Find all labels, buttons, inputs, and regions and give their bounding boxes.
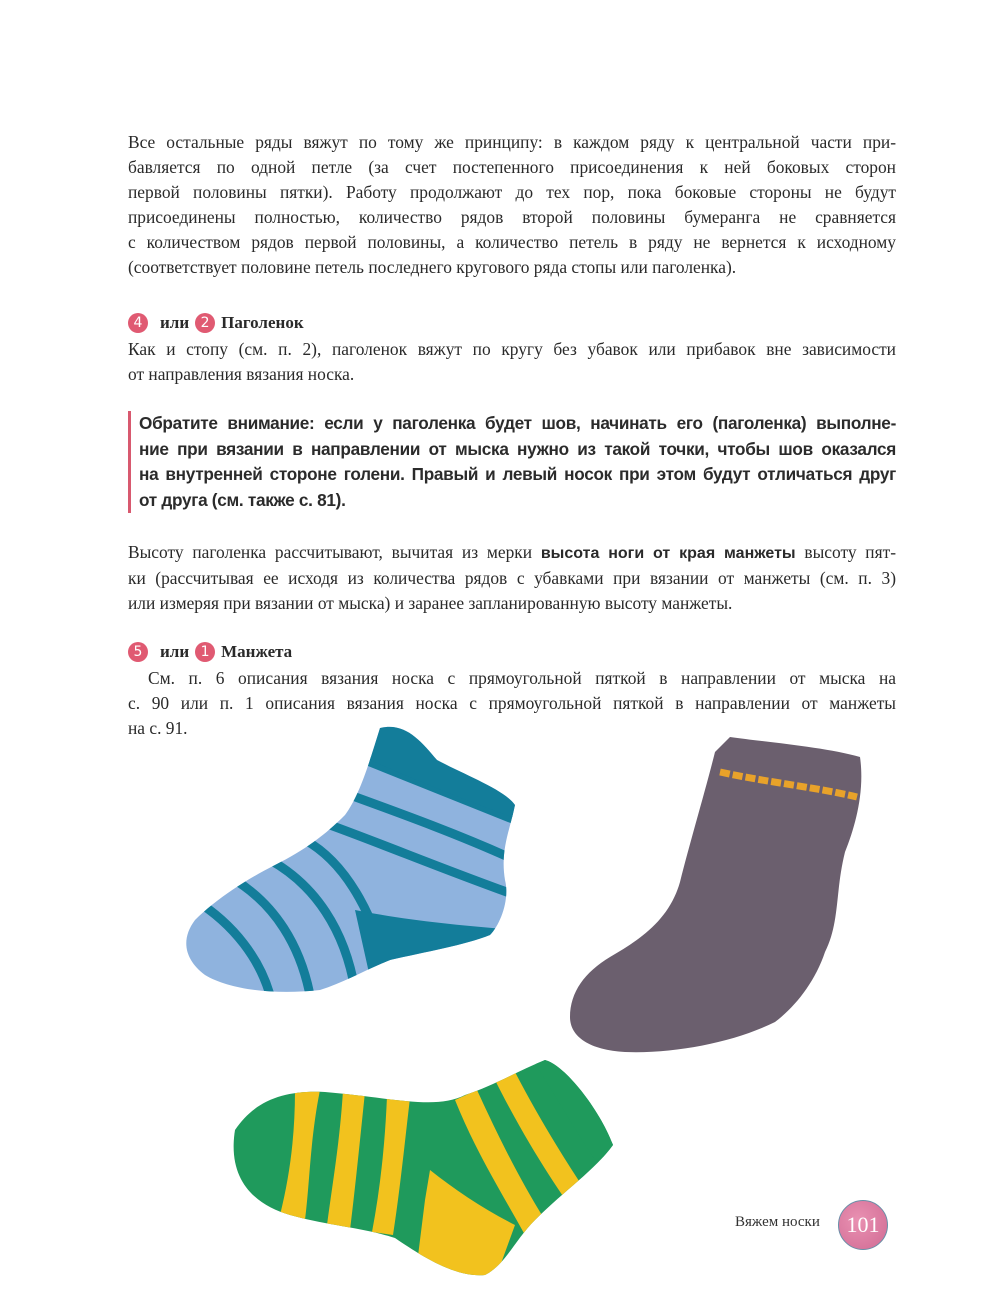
sock-body xyxy=(175,720,520,1000)
measurement-term: высота ноги от края манжеты xyxy=(540,545,796,562)
note-text: от друга (см. также с. 81). xyxy=(139,489,346,510)
text-segment: Высоту паголенка рассчитывают, вычитая из мерки xyxy=(128,542,541,562)
section-title: Манжета xyxy=(221,642,293,661)
running-footer-title: Вяжем носки xyxy=(735,1214,820,1230)
section-heading-leg xyxy=(128,313,304,333)
sock-body xyxy=(215,1050,625,1280)
text-line: присоединены полностью, количество рядов второй половины бумеранга не сравняется xyxy=(128,207,896,227)
sock-body xyxy=(570,737,861,1052)
intro-paragraph xyxy=(128,130,896,280)
text-line: См. п. 6 описания вязания носка с прямоугольной пяткой в направлении от мыска на xyxy=(148,668,896,688)
page-number-badge xyxy=(838,1200,888,1250)
note-text: ние при вязании в направлении от мыска нужно из такой точки, чтобы шов оказался xyxy=(139,438,896,459)
text-line: на с. 91. xyxy=(128,718,188,738)
section-heading-cuff xyxy=(128,642,292,662)
heading-connector: или xyxy=(160,642,190,661)
text-line: с. 90 или п. 1 описания вязания носка с прямоугольной пяткой в направлении от манжеты xyxy=(128,693,896,713)
step-number-badge: 2 xyxy=(195,313,215,333)
leg-paragraph xyxy=(128,337,896,387)
step-number-badge: 4 xyxy=(128,313,148,333)
step-number-badge: 5 xyxy=(128,642,148,662)
text-line: Как и стопу (см. п. 2), паголенок вяжут по кругу без убавок или прибавок вне зависимости xyxy=(128,339,896,359)
step-number-badge: 1 xyxy=(195,642,215,662)
green-yellow-sock-photo xyxy=(215,1050,625,1280)
text-line: ки (рассчитывая ее исходя из количества рядов с убавками при вязании от манжеты (см. п. 3) xyxy=(128,568,896,588)
heading-connector: или xyxy=(160,313,190,332)
page-number: 101 xyxy=(846,1212,880,1237)
section-title: Паголенок xyxy=(221,313,304,332)
gray-sock-photo xyxy=(565,732,870,1057)
text-line: Все остальные ряды вяжут по тому же принципу: в каждом ряду к центральной части при- xyxy=(128,132,896,152)
text-line: от направления вязания носка. xyxy=(128,364,355,384)
text-segment: высоту пят- xyxy=(795,542,896,562)
note-text: на внутренней стороне голени. Правый и левый носок при этом будут отличаться друг xyxy=(139,464,896,484)
text-line: с количеством рядов первой половины, а количество петель в ряду не вернется к исходному xyxy=(128,232,896,252)
text-line: первой половины пятки). Работу продолжают до тех пор, пока боковые стороны не будут xyxy=(128,182,896,202)
note-label: Обратите внимание: xyxy=(139,413,315,433)
attention-note xyxy=(128,411,896,513)
text-line: бавляется по одной петле (за счет постепенного присоединения к ней боковых сторон xyxy=(128,157,896,177)
text-line: (соответствует половине петель последнего кругового ряда стопы или паголенка). xyxy=(128,257,737,277)
text-line: или измеряя при вязании от мыска) и заранее запланированную высоту манжеты. xyxy=(128,593,733,613)
note-text: если у паголенка будет шов, начинать его (паголенка) выполне- xyxy=(314,413,896,433)
height-paragraph xyxy=(128,540,896,616)
blue-striped-sock-photo xyxy=(175,720,520,1000)
